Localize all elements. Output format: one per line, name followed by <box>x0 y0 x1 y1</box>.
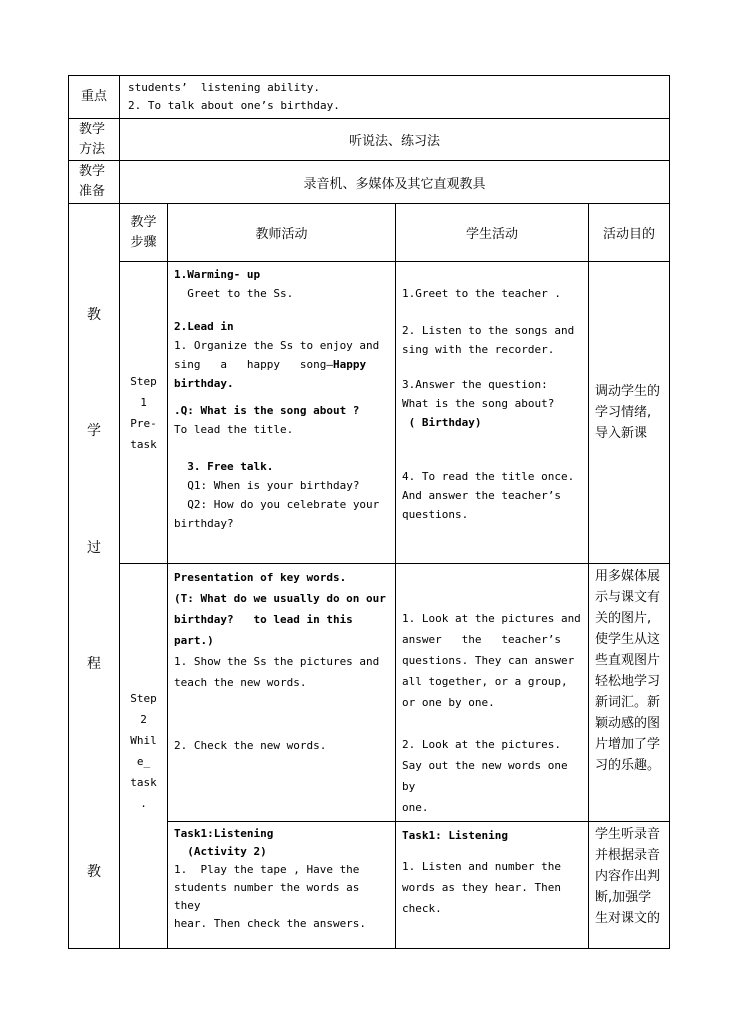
focus-row <box>69 76 670 119</box>
method-value: 听说法、练习法 <box>120 119 670 161</box>
task1-teacher-activity: Task1:Listening (Activity 2) 1. Play the tape , Have the students number the words as they hear. Then check the answers. <box>168 822 396 949</box>
song-question: .Q: What is the song about ? <box>174 404 360 417</box>
focus-line-2: 2. To talk about one’s birthday. <box>128 99 340 112</box>
process-side-label <box>69 204 120 949</box>
step1-purpose: 调动学生的学习情绪,导入新课 <box>589 262 670 564</box>
warm-text: Greet to the Ss. <box>174 287 294 300</box>
header-step: 教学 步骤 <box>120 204 168 262</box>
side-char-2: 学 <box>87 423 101 439</box>
step1-student-activity: 1.Greet to the teacher . 2. Listen to the songs and sing with the recorder. 3.Answer the question: What is the song about? ( Birthday) 4. To read the title once. And answer the teacher’s questions. <box>396 262 589 564</box>
prep-row <box>69 161 670 204</box>
free-talk-title: 3. Free talk. <box>174 460 274 473</box>
presentation-title: Presentation of key words. <box>174 571 347 584</box>
step1-name: Step 1 Pre- task <box>120 262 168 564</box>
step1-row <box>69 262 670 564</box>
task1-purpose: 学生听录音并根据录音内容作出判断,加强学生对课文的 <box>589 822 670 949</box>
prep-value: 录音机、多媒体及其它直观教具 <box>120 161 670 204</box>
header-purpose: 活动目的 <box>589 204 670 262</box>
side-char-4: 程 <box>87 656 101 672</box>
task1-student-activity: Task1: Listening 1. Listen and number the words as they hear. Then check. <box>396 822 589 949</box>
side-char-1: 教 <box>87 307 101 323</box>
method-row <box>69 119 670 161</box>
focus-content <box>120 76 670 119</box>
method-label: 教学 方法 <box>69 119 120 161</box>
focus-label: 重点 <box>69 76 120 119</box>
lead-title: 2.Lead in <box>174 320 234 333</box>
step1-teacher-activity: 1.Warming- up Greet to the Ss. 2.Lead in 1. Organize the Ss to enjoy and sing a happy song—Happy birthday. .Q: What is the song about ? To lead the title. 3. Free talk. Q1: When is your birthday? Q2: How do you celebrate your birthday? <box>168 262 396 564</box>
side-char-3: 过 <box>87 540 101 556</box>
side-char-5: 教 <box>87 864 101 880</box>
header-student: 学生活动 <box>396 204 589 262</box>
warm-title: 1.Warming- up <box>174 268 261 281</box>
step2-teacher-activity: Presentation of key words. (T: What do we usually do on our birthday? to lead in this part.) 1. Show the Ss the pictures and teach the new words. 2. Check the new words. <box>168 564 396 822</box>
process-header-row <box>69 204 670 262</box>
step2-name: Step 2 Whil e_ task . <box>120 564 168 949</box>
step2-purpose: 用多媒体展示与课文有关的图片,使学生从这些直观图片轻松地学习新词汇。新颖动感的图片增加了学习的乐趣。 <box>589 564 670 822</box>
header-teacher: 教师活动 <box>168 204 396 262</box>
focus-line-1: students’ listening ability. <box>128 81 321 94</box>
lesson-plan-table <box>68 75 670 949</box>
step2-student-activity: 1. Look at the pictures and answer the teacher’s questions. They can answer all together, or a group, or one by one. 2. Look at the pictures. Say out the new words one by one. <box>396 564 589 822</box>
step2-row <box>69 564 670 822</box>
prep-label: 教学 准备 <box>69 161 120 204</box>
